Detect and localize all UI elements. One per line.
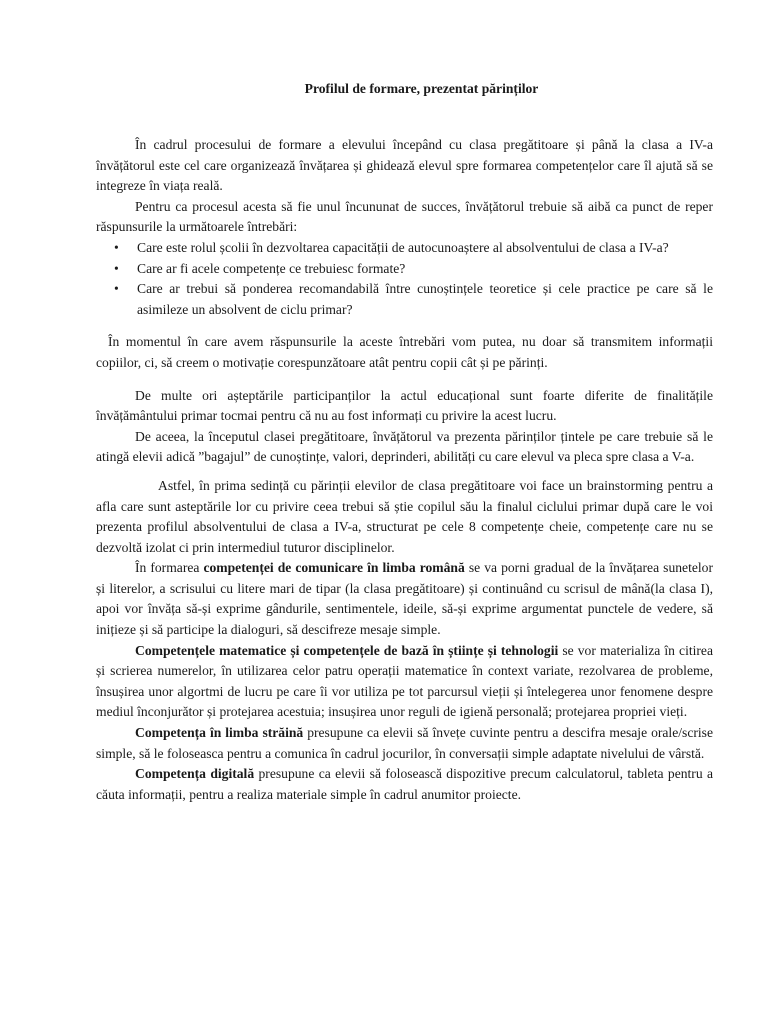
digital-competence-text: presupune ca elevii să folosească dispozitive precum calculatorul, tableta pentru a căuta informații, pentru a realiza materiale simple în cadrul anumitor proiecte.	[96, 766, 714, 802]
bullet-icon: •	[114, 281, 119, 297]
foreign-language-competence-heading: Competența în limba străină	[135, 725, 304, 741]
math-science-competence-heading: Competențele matematice și competențele de bază în științe și tehnologii	[135, 642, 559, 658]
list-item	[96, 279, 713, 320]
math-science-competence-text: se vor materializa în citirea și scrierea numerelor, în utilizarea celor patru operații matematice în context variate, rezolvarea de probleme, însușirea unor algortmi de lucru pe care îi vor utiliza pe tot parcursul vieții și întelegerea unor fenomene despre mediul înconjurător și protejarea acestuia; insușirea unor reguli de igienă personală; protejarea propriei vieți.	[96, 642, 713, 720]
paragraph-expectations: De multe ori așteptările participanților la actul educațional sunt foarte diferite de finalitățile învățământului primar tocmai pentru că nu au fost informați cu privire la acest lucru.	[96, 387, 713, 424]
document-title: Profilul de formare, prezentat părinților	[304, 81, 539, 96]
bullet-icon: •	[114, 260, 119, 276]
document-page	[96, 0, 713, 1024]
list-item	[96, 259, 713, 280]
paragraph-answers: În momentul în care avem răspunsurile la aceste întrebări vom putea, nu doar să transmitem informații copiilor, ci, să creem o motivație corespunzătoare atât pentru copii cât și pe părinți.	[96, 334, 713, 370]
paragraph-meeting: Astfel, în prima sedință cu părinții elevilor de clasa pregătitoare voi face un brainstorming pentru a afla care sunt asteptările lor cu privire ceea trebui să știe copilul său la finalul ciclului primar după care le voi prezenta profilul absolventului de clasa a IV-a, structurat pe cele 8 competențe cheie, competențe care nu se dezvoltă izolat ci prin intermediul tuturor disciplinelor.	[96, 477, 713, 555]
list-item-text: Care ar fi acele competențe ce trebuiesc formate?	[137, 260, 406, 276]
paragraph-digital-competence	[96, 764, 713, 805]
communication-competence-heading: competenței de comunicare în limba română	[203, 560, 465, 576]
paragraph-communication-competence	[96, 558, 713, 640]
list-item-text: Care este rolul școlii în dezvoltarea capacității de autocunoaștere al absolventului de clasa a IV-a?	[137, 239, 669, 255]
paragraph-math-science-competence	[96, 641, 713, 723]
communication-competence-text: se va porni gradual de la învățarea sunetelor și literelor, a scrisului cu litere mari de tipar (la clasa pregătitoare) și continuând cu scrisul de mână(la clasa I), apoi vor învăța să-și exprime gândurile, sentimentele, ideile, să-și exprime argumentat punctele de vedere, să inițieze și să participe la dialoguri, să descifreze mesaje simple.	[96, 560, 713, 638]
paragraph-foreign-language-competence	[96, 723, 713, 764]
paragraph-targets: De aceea, la începutul clasei pregătitoare, învățătorul va prezenta părinților țintele pe care trebuie să le atingă elevii adică ”bagajul” de cunoștințe, valori, deprinderi, abilități cu care elevul va pleca spre clasa a V-a.	[96, 428, 713, 465]
question-list	[96, 238, 713, 320]
list-item-text: Care ar trebui să ponderea recomandabilă între cunoștințele teoretice și cele practice pe care să le asimileze un absolvent de ciclu primar?	[137, 281, 713, 317]
communication-lead-text: În formarea	[135, 560, 200, 576]
bullet-icon: •	[114, 239, 119, 255]
digital-competence-heading: Competența digitală	[135, 766, 255, 782]
paragraph-questions-intro: Pentru ca procesul acesta să fie unul încununat de succes, învățătorul trebuie să aibă ca punct de reper răspunsurile la următoarele întrebări:	[96, 198, 713, 235]
list-item	[96, 238, 713, 259]
foreign-language-competence-text: presupune ca elevii să învețe cuvinte pentru a descifra mesaje orale/scrise simple, să le foloseasca pentru a comunica în cadrul jocurilor, în conversații simple adaptate nivelului de vârstă.	[96, 725, 713, 761]
paragraph-intro: În cadrul procesului de formare a elevului începând cu clasa pregătitoare și până la clasa a IV-a învățătorul este cel care organizează învățarea și ghidează elevul spre formarea competențelor care îl ajută să se integreze în viața reală.	[96, 137, 713, 194]
document-body	[96, 135, 713, 805]
